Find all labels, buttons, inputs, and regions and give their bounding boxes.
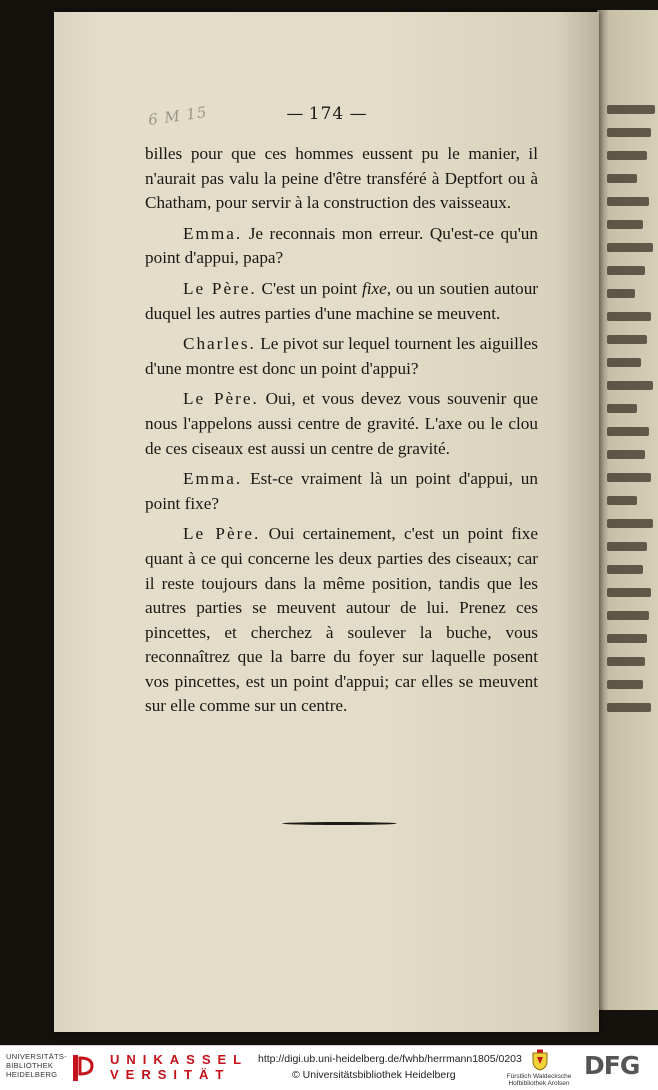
kassel-logo-line2: VERSITÄT	[110, 1067, 231, 1082]
arolsen-library-label	[494, 1073, 584, 1087]
copyright-notice: © Universitätsbibliothek Heidelberg	[292, 1069, 456, 1081]
paragraph-text: billes pour que ces hommes eussent pu le manier, il n'aurait pas valu la peine d'être transféré à Deptfort ou à Chatham, pour servir à la construction des vaisseaux.	[145, 144, 538, 213]
speaker-label: Emma.	[183, 469, 243, 489]
paragraph-text: Oui, et vous devez vous souvenir que nous l'appelons aussi centre de gravité. L'axe ou le clou de ces ciseaux est aussi un centre de gravité.	[145, 389, 538, 458]
paragraph-text: Le pivot sur lequel tournent les aiguilles d'une montre est donc un point d'appui?	[145, 334, 538, 378]
adjacent-page-text	[607, 105, 658, 726]
heidelberg-library-label: UNIVERSITÄTS- BIBLIOTHEK HEIDELBERG	[6, 1052, 67, 1079]
speaker-label: Le Père.	[183, 524, 261, 544]
arolsen-label-line1: Fürstlich Waldecksche	[506, 1073, 572, 1080]
pencil-shelfmark: 6 M 15	[147, 102, 209, 130]
speaker-label: Le Père.	[183, 389, 259, 409]
paragraph-5	[145, 387, 538, 461]
speaker-label: Emma.	[183, 223, 243, 243]
paragraph-text: Oui certainement, c'est un point fixe quant à ce qui concerne les deux parties des ciseaux; car il reste toujours dans la même position, tandis que les autres parties se meuvent autour de lui. Prenez ces pincettes, et cherchez à soulever la buche, vous reconnaîtrez que la barre du foyer sur laquelle posent vos pincettes, est un point d'appui; car elles se meuvent sur elle comme sur un centre.	[145, 524, 539, 716]
adjacent-page-edge	[597, 10, 658, 1010]
paragraph-2	[145, 222, 538, 271]
paragraph-1	[145, 142, 538, 216]
paragraph-text: Je reconnais mon erreur. Qu'est-ce qu'un point d'appui, papa?	[145, 223, 538, 268]
speaker-label: Charles.	[183, 334, 256, 354]
emphasis-text: fixe	[361, 278, 387, 298]
page-number: — 174 —	[286, 104, 367, 124]
folio-number: 174	[308, 104, 345, 124]
dfg-logo: DFG	[584, 1051, 640, 1080]
paragraph-6	[145, 467, 538, 516]
paragraph-text: C'est un point	[261, 278, 358, 298]
paragraph-text-after: , ou un soutien autour duquel les autres parties d'une machine se meuvent.	[145, 278, 539, 323]
arolsen-label-line2: Hofbibliothek Arolsen	[508, 1080, 570, 1087]
end-ornament-rule	[282, 822, 397, 825]
paragraph-7	[145, 522, 538, 719]
paragraph-3	[145, 277, 538, 326]
page-body	[145, 142, 538, 725]
speaker-label: Le Père.	[183, 278, 257, 298]
waldeck-crest-icon	[531, 1049, 549, 1071]
paragraph-4	[145, 332, 538, 381]
permalink-url[interactable]: http://digi.ub.uni-heidelberg.de/fwhb/herrmann1805/0203	[258, 1053, 522, 1065]
viewer-footer	[0, 1045, 658, 1090]
heidelberg-logo-icon	[72, 1054, 94, 1082]
kassel-logo-line1: UNIKASSEL	[110, 1052, 249, 1067]
kassel-logo	[110, 1052, 248, 1082]
paragraph-text: Est-ce vraiment là un point d'appui, un point fixe?	[145, 469, 538, 513]
